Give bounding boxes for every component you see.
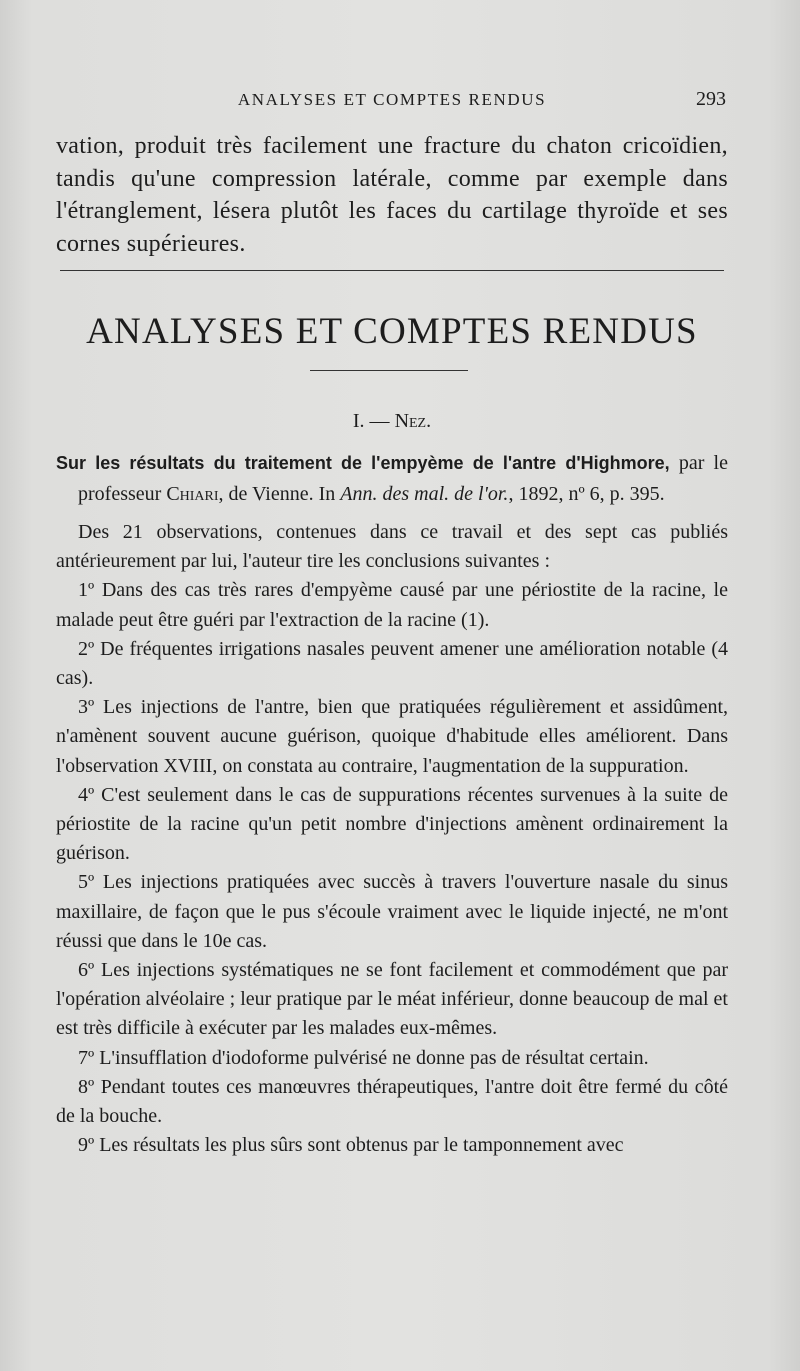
conclusion-item <box>56 868 728 956</box>
conclusion-text: De fréquentes irrigations nasales peuvent amener une amélioration notable (4 cas). <box>56 637 728 690</box>
article-title: Sur les résultats du traitement de l'empyème de l'antre d'Highmore, <box>56 453 670 473</box>
conclusion-number: 2º <box>78 637 95 660</box>
conclusion-text: Les injections de l'antre, bien que pratiquées régulièrement et assidûment, n'amènent souvent aucune guérison, quoique d'habitude elles améliorent. Dans l'observation XVIII, on constata au contraire, l'augmentation de la suppuration. <box>56 696 728 777</box>
running-header <box>58 86 726 116</box>
page-number: 293 <box>696 88 726 110</box>
subsection-number: I. — <box>352 410 395 432</box>
carryover-text: vation, produit très facilement une fracture du chaton cricoïdien, tandis qu'une compression latérale, comme par exemple dans l'étranglement, lésera plutôt les faces du cartilage thyroïde et ses cornes supérieures. <box>56 133 728 257</box>
article-review <box>56 448 728 1160</box>
conclusion-text: Dans des cas très rares d'empyème causé par une périostite de la racine, le malade peut être guéri par l'extraction de la racine (1). <box>56 579 728 631</box>
reference-by: par le professeur <box>78 452 728 505</box>
conclusion-text: Les injections systématiques ne se font facilement et commodément que par l'opération alvéolaire ; leur pratique par le méat inférieur, donne beaucoup de mal et est très difficile à exécuter par les malades eux-mêmes. <box>56 959 728 1040</box>
subsection-heading <box>56 410 728 433</box>
conclusion-number: 5º <box>78 871 95 894</box>
intro-paragraph: Des 21 observations, contenues dans ce travail et des sept cas publiés antérieurement par lui, l'auteur tire les conclusions suivantes : <box>56 521 728 573</box>
conclusion-number: 4º <box>78 783 95 806</box>
conclusion-item <box>56 635 728 693</box>
conclusion-text: Les résultats les plus sûrs sont obtenus par le tamponnement avec <box>94 1134 624 1157</box>
running-title: ANALYSES ET COMPTES RENDUS <box>237 90 547 109</box>
title-underline <box>310 370 468 371</box>
conclusion-number: 9º <box>78 1134 95 1157</box>
separator-rule <box>60 270 724 271</box>
conclusion-item <box>56 956 728 1044</box>
conclusion-item <box>56 1044 728 1073</box>
section-title: ANALYSES ET COMPTES RENDUS <box>86 311 698 352</box>
conclusion-number: 8º <box>78 1075 95 1098</box>
conclusion-item <box>56 576 728 634</box>
conclusion-number: 3º <box>78 696 95 719</box>
carryover-paragraph <box>56 130 728 260</box>
conclusion-number: 7º <box>78 1046 95 1069</box>
conclusion-item <box>56 1131 728 1160</box>
conclusion-item <box>56 781 728 869</box>
conclusion-number: 6º <box>78 959 95 982</box>
conclusion-text: C'est seulement dans le cas de suppurations récentes survenues à la suite de périostite de la racine qu'un petit nombre d'injections amènent ordinairement la guérison. <box>56 783 728 865</box>
subsection-name: Nez. <box>394 410 432 432</box>
conclusion-text: L'insufflation d'iodoforme pulvérisé ne donne pas de résultat certain. <box>94 1046 649 1069</box>
article-reference <box>56 448 728 510</box>
conclusion-text: Les injections pratiquées avec succès à travers l'ouverture nasale du sinus maxillaire, de façon que le pus s'écoule vraiment avec le liquide injecté, ne m'ont réussi que dans le 10e cas. <box>56 871 728 952</box>
conclusion-text: Pendant toutes ces manœuvres thérapeutiques, l'antre doit être fermé du côté de la bouche. <box>56 1075 728 1128</box>
conclusion-number: 1º <box>78 579 95 602</box>
reference-citation: , 1892, nº 6, p. 395. <box>508 483 665 505</box>
reference-place: , de Vienne. In <box>218 483 341 505</box>
article-author: Chiari <box>166 483 219 505</box>
conclusion-item <box>56 693 728 781</box>
conclusion-item <box>56 1073 728 1131</box>
journal-name: Ann. des mal. de l'or. <box>340 483 509 505</box>
